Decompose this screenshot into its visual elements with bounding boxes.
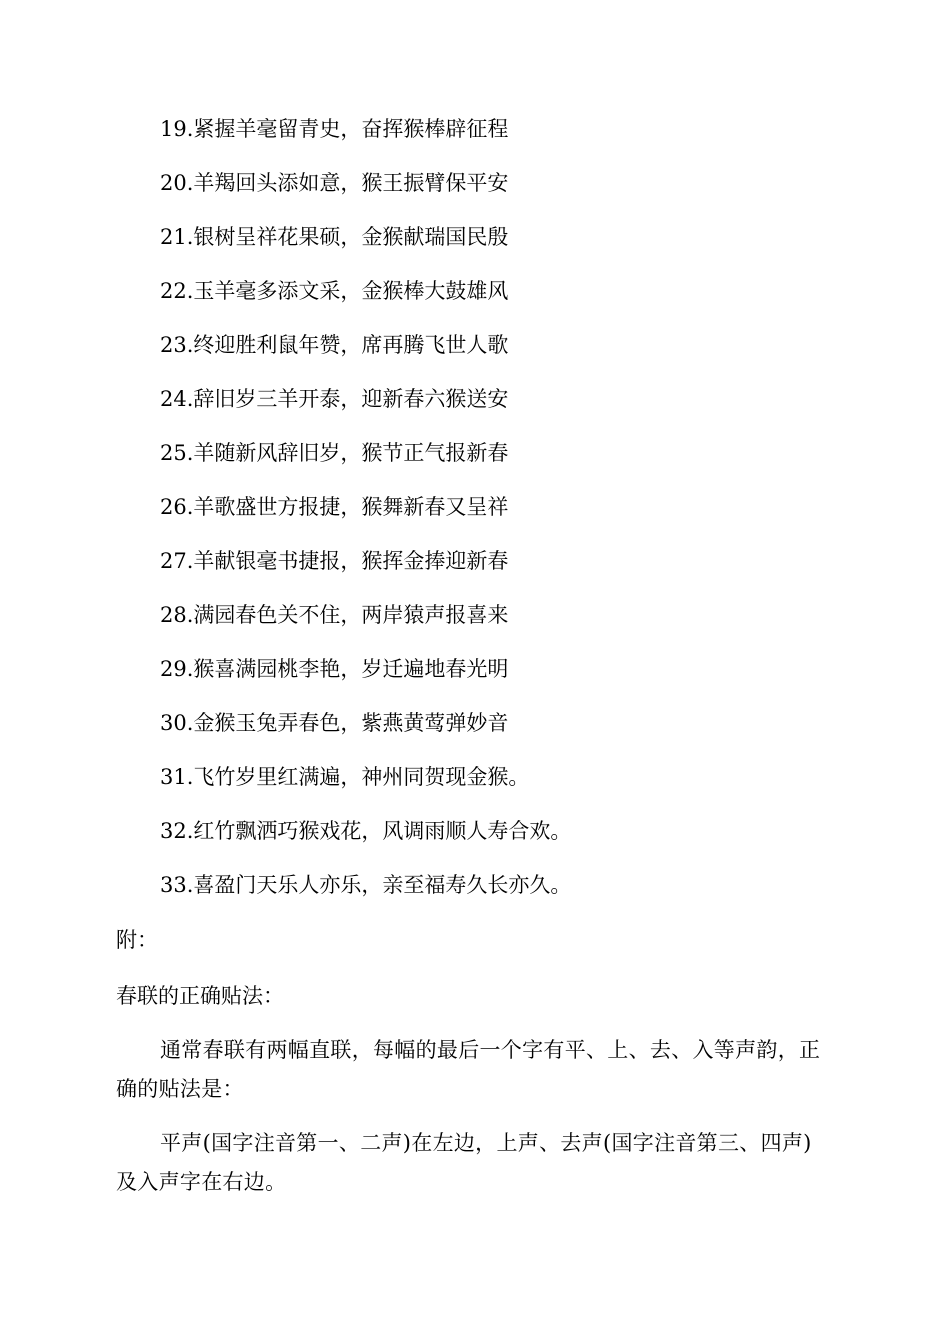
couplet-number: 20.	[160, 171, 194, 195]
couplet-text: 终迎胜利鼠年赞，席再腾飞世人歌	[193, 333, 509, 357]
paragraph: 通常春联有两幅直联，每幅的最后一个字有平、上、去、入等声韵，正确的贴法是：	[116, 1038, 821, 1101]
couplet-number: 28.	[160, 603, 194, 627]
couplet-number: 33.	[160, 873, 194, 897]
couplet-line	[160, 816, 571, 846]
couplet-number: 30.	[160, 711, 194, 735]
couplet-number: 19.	[160, 117, 194, 141]
couplet-text: 飞竹岁里红满遍，神州同贺现金猴。	[193, 765, 530, 789]
couplet-number: 23.	[160, 333, 194, 357]
couplet-number: 31.	[160, 765, 194, 789]
couplet-text: 银树呈祥花果硕，金猴献瑞国民殷	[193, 225, 509, 249]
section-title: 春联的正确贴法：	[116, 984, 284, 1008]
paragraph: 平声(国字注音第一、二声)在左边，上声、去声(国字注音第三、四声)及入声字在右边。	[116, 1131, 812, 1194]
couplet-text: 猴喜满园桃李艳，岁迁遍地春光明	[193, 657, 509, 681]
couplet-text: 辞旧岁三羊开泰，迎新春六猴送安	[193, 387, 509, 411]
couplet-line	[160, 222, 508, 252]
couplet-text: 红竹飘洒巧猴戏花，风调雨顺人寿合欢。	[193, 819, 572, 843]
appendix-label: 附：	[116, 928, 158, 952]
couplet-number: 27.	[160, 549, 194, 573]
couplet-line	[160, 438, 508, 468]
couplet-text: 羊歌盛世方报捷，猴舞新春又呈祥	[193, 495, 509, 519]
couplet-number: 29.	[160, 657, 194, 681]
couplet-line	[160, 600, 508, 630]
couplet-number: 21.	[160, 225, 194, 249]
couplet-text: 羊随新风辞旧岁，猴节正气报新春	[193, 441, 509, 465]
couplet-number: 26.	[160, 495, 194, 519]
couplet-text: 紧握羊毫留青史，奋挥猴棒辟征程	[193, 117, 509, 141]
couplet-line	[160, 546, 508, 576]
couplet-line	[160, 330, 508, 360]
couplet-line	[160, 870, 571, 900]
couplet-line	[160, 708, 508, 738]
couplet-line	[160, 762, 529, 792]
couplet-text: 羊羯回头添如意，猴王振臂保平安	[193, 171, 509, 195]
couplet-text: 喜盈门天乐人亦乐，亲至福寿久长亦久。	[193, 873, 572, 897]
couplet-text: 满园春色关不住，两岸猿声报喜来	[193, 603, 509, 627]
couplet-number: 32.	[160, 819, 194, 843]
couplet-line	[160, 384, 508, 414]
couplet-line	[160, 654, 508, 684]
couplet-line	[160, 492, 508, 522]
couplet-line	[160, 168, 508, 198]
couplet-text: 玉羊毫多添文采，金猴棒大鼓雄风	[193, 279, 509, 303]
couplet-text: 金猴玉兔弄春色，紫燕黄莺弹妙音	[193, 711, 509, 735]
couplet-line	[160, 114, 508, 144]
couplet-number: 22.	[160, 279, 194, 303]
couplet-number: 25.	[160, 441, 194, 465]
couplet-number: 24.	[160, 387, 194, 411]
couplet-line	[160, 276, 508, 306]
couplet-text: 羊献银毫书捷报，猴挥金捧迎新春	[193, 549, 509, 573]
